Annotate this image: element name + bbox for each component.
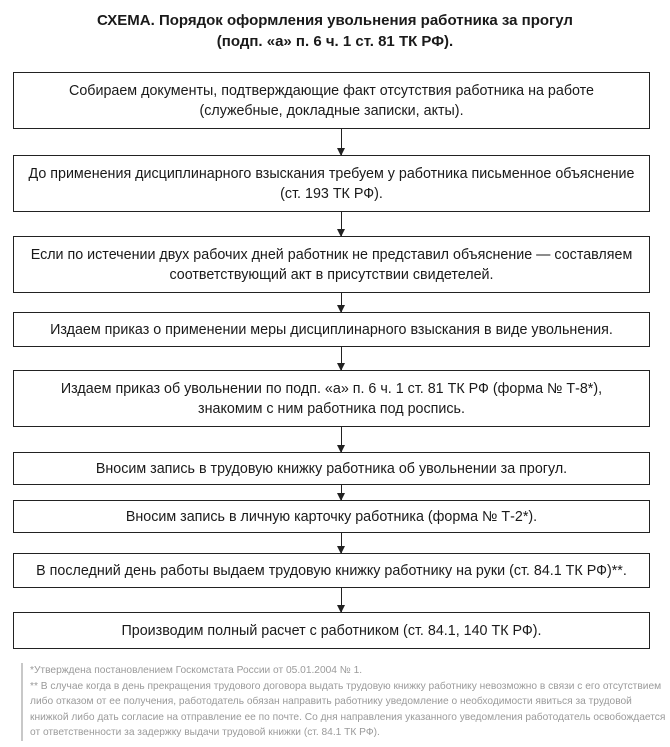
title-line-1: СХЕМА. Порядок оформления увольнения работника за прогул	[97, 12, 573, 29]
footnote-1: *Утверждена постановлением Госкомстата России от 05.01.2004 № 1.	[30, 665, 363, 676]
step-8-box	[13, 553, 650, 588]
step-2-text: До применения дисциплинарного взыскания требуем у работника письменное объяснение (ст. 193 ТК РФ).	[28, 165, 635, 202]
step-7-box	[13, 500, 650, 533]
arrow-3	[341, 293, 342, 312]
step-4-text: Издаем приказ о применении меры дисциплинарного взыскания в виде увольнения.	[50, 321, 613, 338]
arrow-8	[341, 588, 342, 612]
arrow-4	[341, 347, 342, 370]
step-6-box	[13, 452, 650, 485]
footnote-2: ** В случае когда в день прекращения трудового договора выдать трудовую книжку работнику невозможно в связи с его отсутствием либо отказом от ее получения, работодатель обязан направить работнику уведомление о необходимости явиться за трудовой книжкой либо дать согласие на отправление ее по почте. Со дня направления указанного уведомления работодатель освобождается от ответственности за задержку выдачи трудовой книжки (ст. 84.1 ТК РФ).	[30, 680, 666, 738]
step-1-box	[13, 72, 650, 129]
step-9-box	[13, 612, 650, 649]
step-2-box	[13, 155, 650, 212]
step-9-text: Производим полный расчет с работником (ст. 84.1, 140 ТК РФ).	[121, 622, 542, 639]
step-5-text: Издаем приказ об увольнении по подп. «а» п. 6 ч. 1 ст. 81 ТК РФ (форма № Т-8*), знакомим с ним работника под роспись.	[60, 380, 603, 417]
step-5-box	[13, 370, 650, 427]
title-line-2: (подп. «а» п. 6 ч. 1 ст. 81 ТК РФ).	[216, 33, 454, 50]
arrow-5	[341, 427, 342, 452]
step-6-text: Вносим запись в трудовую книжку работника об увольнении за прогул.	[95, 460, 568, 477]
arrow-6	[341, 485, 342, 500]
step-7-text: Вносим запись в личную карточку работника (форма № Т-2*).	[125, 508, 538, 525]
footnotes	[21, 663, 670, 741]
step-8-text: В последний день работы выдаем трудовую книжку работнику на руки (ст. 84.1 ТК РФ)**.	[36, 562, 627, 579]
step-3-text: Если по истечении двух рабочих дней работник не представил объяснение — составляем соответствующий акт в присутствии свидетелей.	[30, 246, 633, 283]
arrow-2	[341, 212, 342, 236]
step-1-text: Собираем документы, подтверждающие факт отсутствия работника на работе (служебные, докладные записки, акты).	[69, 82, 594, 119]
arrow-7	[341, 533, 342, 553]
step-3-box	[13, 236, 650, 293]
diagram-title	[0, 10, 670, 52]
step-4-box	[13, 312, 650, 347]
arrow-1	[341, 129, 342, 155]
